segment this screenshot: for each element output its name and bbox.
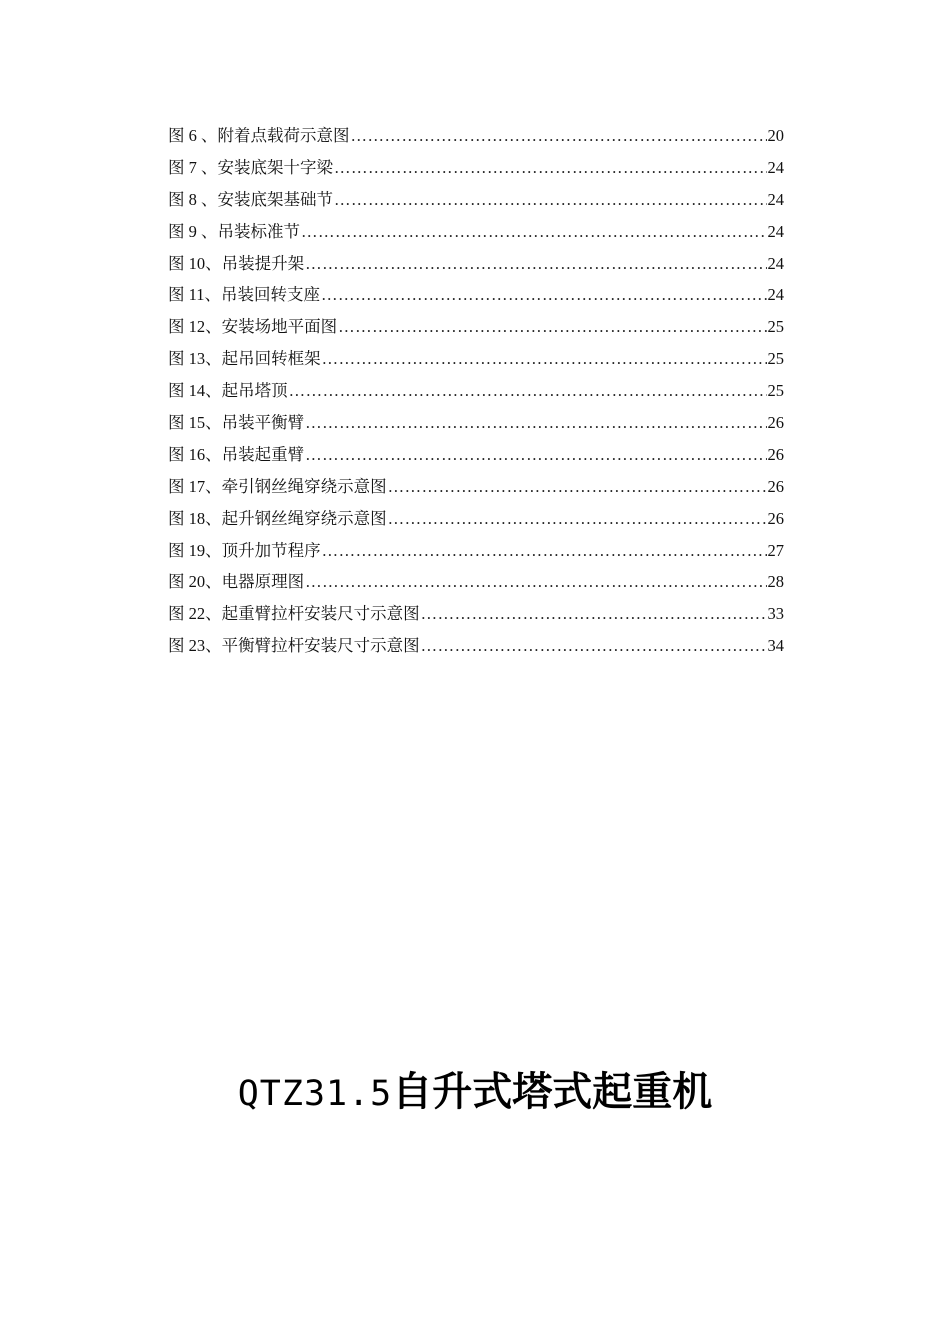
toc-dot-leader xyxy=(305,445,766,465)
toc-entry-page: 28 xyxy=(767,572,784,592)
toc-entry-page: 33 xyxy=(767,604,784,624)
toc-dot-leader xyxy=(321,285,766,305)
toc-entry-page: 25 xyxy=(767,381,784,401)
toc-entry-page: 26 xyxy=(767,508,784,528)
toc-entry[interactable] xyxy=(168,473,784,505)
toc-entry-page: 24 xyxy=(767,285,784,305)
toc-dot-leader xyxy=(388,477,767,497)
toc-dot-leader xyxy=(334,190,767,210)
toc-dot-leader xyxy=(289,381,767,401)
figure-index-list xyxy=(168,122,784,664)
toc-entry[interactable] xyxy=(168,154,784,186)
toc-dot-leader xyxy=(305,413,766,433)
toc-entry-label: 图 22、起重臂拉杆安装尺寸示意图 xyxy=(168,604,420,624)
toc-dot-leader xyxy=(322,541,767,561)
toc-dot-leader xyxy=(351,126,767,146)
toc-entry[interactable] xyxy=(168,122,784,154)
toc-entry-page: 24 xyxy=(767,189,784,209)
toc-entry-label: 图 11、吊装回转支座 xyxy=(168,285,321,305)
document-title xyxy=(0,1062,950,1124)
toc-entry-label: 图 19、顶升加节程序 xyxy=(168,540,321,560)
toc-entry[interactable] xyxy=(168,441,784,473)
toc-entry-page: 20 xyxy=(767,126,784,145)
toc-entry-page: 34 xyxy=(767,636,784,656)
toc-entry[interactable] xyxy=(168,600,784,632)
toc-entry[interactable] xyxy=(168,218,784,250)
toc-entry-page: 24 xyxy=(767,221,784,241)
toc-dot-leader xyxy=(388,509,767,529)
toc-entry[interactable] xyxy=(168,186,784,218)
toc-entry-label: 图 10、吊装提升架 xyxy=(168,253,305,273)
toc-entry-label: 图 6 、附着点载荷示意图 xyxy=(168,126,350,145)
toc-entry-label: 图 18、起升钢丝绳穿绕示意图 xyxy=(168,508,387,528)
toc-entry[interactable] xyxy=(168,250,784,282)
toc-dot-leader xyxy=(305,572,766,592)
toc-dot-leader xyxy=(334,158,767,178)
toc-entry[interactable] xyxy=(168,409,784,441)
toc-entry-label: 图 9 、吊装标准节 xyxy=(168,221,300,241)
toc-entry-page: 25 xyxy=(767,317,784,337)
toc-entry[interactable] xyxy=(168,377,784,409)
toc-entry[interactable] xyxy=(168,568,784,600)
toc-entry-label: 图 7 、安装底架十字梁 xyxy=(168,157,333,177)
toc-entry-page: 26 xyxy=(767,476,784,496)
toc-dot-leader xyxy=(421,636,767,656)
toc-dot-leader xyxy=(421,604,767,624)
toc-entry[interactable] xyxy=(168,505,784,537)
toc-dot-leader xyxy=(301,222,767,242)
toc-entry-label: 图 15、吊装平衡臂 xyxy=(168,413,305,433)
toc-entry-label: 图 23、平衡臂拉杆安装尺寸示意图 xyxy=(168,636,420,656)
toc-entry-page: 25 xyxy=(767,349,784,369)
toc-entry[interactable] xyxy=(168,281,784,313)
title-model-number: QTZ31.5 xyxy=(237,1074,393,1114)
toc-entry-page: 26 xyxy=(767,444,784,464)
toc-entry-label: 图 16、吊装起重臂 xyxy=(168,444,305,464)
toc-entry-page: 24 xyxy=(767,157,784,177)
toc-entry-page: 27 xyxy=(767,540,784,560)
toc-entry[interactable] xyxy=(168,345,784,377)
toc-dot-leader xyxy=(338,317,766,337)
toc-entry-label: 图 12、安装场地平面图 xyxy=(168,317,338,337)
toc-entry-label: 图 8 、安装底架基础节 xyxy=(168,189,333,209)
toc-entry[interactable] xyxy=(168,537,784,569)
toc-entry-label: 图 13、起吊回转框架 xyxy=(168,349,321,369)
toc-entry-label: 图 17、牵引钢丝绳穿绕示意图 xyxy=(168,476,387,496)
toc-entry[interactable] xyxy=(168,632,784,664)
toc-entry-label: 图 20、电器原理图 xyxy=(168,572,305,592)
toc-dot-leader xyxy=(305,254,766,274)
title-product-name: 自升式塔式起重机 xyxy=(392,1069,713,1115)
toc-entry[interactable] xyxy=(168,313,784,345)
toc-entry-page: 26 xyxy=(767,413,784,433)
toc-entry-label: 图 14、起吊塔顶 xyxy=(168,381,288,401)
toc-dot-leader xyxy=(322,349,767,369)
toc-entry-page: 24 xyxy=(767,253,784,273)
